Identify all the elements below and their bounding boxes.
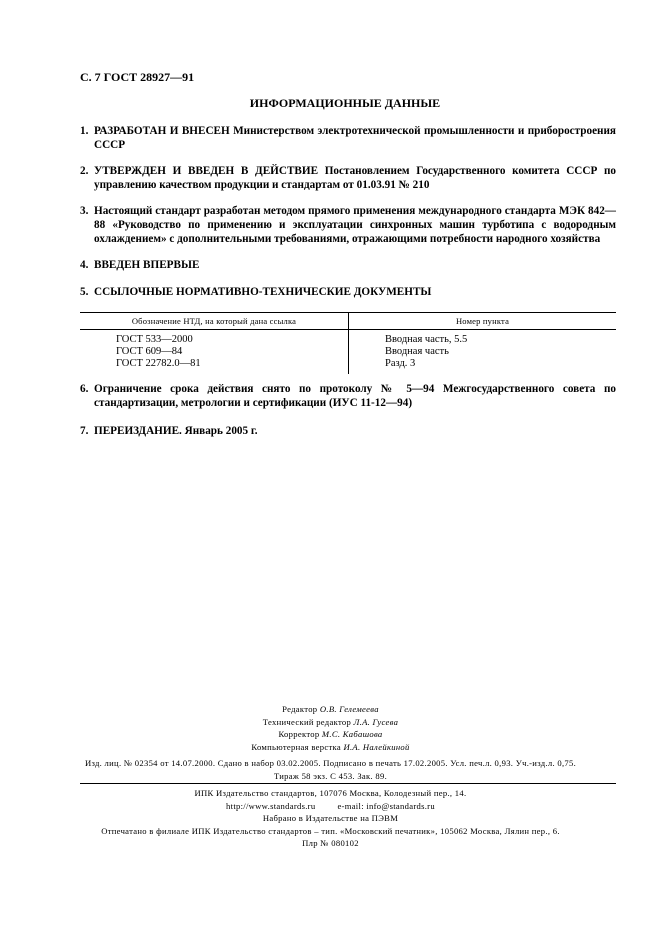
info-item-3 [80, 204, 616, 246]
item-number: 1. [80, 125, 89, 137]
info-item-1 [80, 124, 616, 152]
info-item-2 [80, 164, 616, 192]
item-number: 5. [80, 286, 89, 298]
publisher-url[interactable]: http://www.standards.ru [226, 800, 316, 811]
page-header: С. 7 ГОСТ 28927—91 [80, 70, 195, 84]
imprint-credits [0, 703, 661, 753]
print-details [0, 757, 661, 782]
table-header-clause: Номер пункта [349, 313, 617, 330]
table-cell-doc: ГОСТ 533—2000 [80, 330, 349, 347]
tech-editor-line: Технический редактор Л.А. Гусева [262, 716, 399, 727]
editor-line: Редактор О.В. Гелемеева [282, 704, 379, 714]
table-row [80, 330, 616, 347]
layout-line: Компьютерная верстка И.А. Налейкиной [251, 741, 410, 752]
table-cell-clause: Вводная часть [385, 346, 449, 357]
item-number: 7. [80, 425, 89, 437]
publisher-contacts [0, 800, 661, 813]
table-cell-clause: Вводная часть, 5.5 [385, 334, 468, 345]
item-lead: РАЗРАБОТАН И ВНЕСЕН [94, 125, 230, 137]
print-line-1: Изд. лиц. № 02354 от 14.07.2000. Сдано в набор 03.02.2005. Подписано в печать 17.02.2005. Усл. печ.л. 0,93. Уч.-изд.л. 0,75. [84, 758, 577, 768]
reference-table [80, 312, 616, 374]
item-lead: ВВЕДЕН ВПЕРВЫЕ [94, 259, 200, 271]
item-text: Январь 2005 г. [181, 425, 258, 437]
item-lead: ССЫЛОЧНЫЕ НОРМАТИВНО-ТЕХНИЧЕСКИЕ ДОКУМЕНТЫ [94, 286, 432, 298]
section-title: ИНФОРМАЦИОННЫЕ ДАННЫЕ [249, 96, 441, 110]
item-number: 2. [80, 165, 89, 177]
table-cell-clause: Разд. 3 [385, 358, 416, 369]
item-text: Настоящий стандарт разработан методом прямого применения международного стандарта МЭК 842—88 «Руководство по применению и эксплуатации синхронных машин турботипа с водородным охлаждением» с дополнительными требованиями, отражающими потребности народного хозяйства [94, 205, 616, 245]
publisher-line-3: Набрано в Издательстве на ПЭВМ [262, 813, 399, 823]
table-header-doc: Обозначение НТД, на который дана ссылка [80, 313, 349, 330]
item-text: Ограничение срока действия снято по протоколу № 5—94 Межгосударственного совета по стандартизации, метрологии и сертификации (ИУС 11-12—94) [94, 383, 616, 409]
info-item-5 [80, 285, 616, 299]
info-item-7 [80, 424, 616, 438]
item-number: 6. [80, 383, 89, 395]
table-row [80, 358, 616, 374]
table-row [80, 346, 616, 358]
publisher-email[interactable]: e-mail: info@standards.ru [337, 800, 435, 811]
publisher-info [0, 787, 661, 850]
item-text: Министерством электротехнической промышленности и приборостроения СССР [94, 125, 616, 151]
info-item-6 [80, 382, 616, 410]
print-line-2: Тираж 58 экз. С 453. Зак. 89. [273, 770, 388, 781]
info-item-4 [80, 258, 616, 272]
item-lead: ПЕРЕИЗДАНИЕ. [94, 425, 182, 437]
proofreader-line: Корректор М.С. Кабашова [278, 729, 383, 739]
item-text: Постановлением Государственного комитета СССР по управлению качеством продукции и стандартам от 01.03.91 № 210 [94, 165, 616, 191]
item-number: 4. [80, 259, 89, 271]
item-number: 3. [80, 205, 89, 217]
publisher-line-4: Отпечатано в филиале ИПК Издательство стандартов – тип. «Московский печатник», 105062 Москва, Лялин пер., 6. [101, 825, 560, 836]
table-cell-doc: ГОСТ 22782.0—81 [80, 358, 349, 374]
divider [80, 783, 616, 784]
publisher-line-1: ИПК Издательство стандартов, 107076 Москва, Колодезный пер., 14. [194, 788, 467, 798]
table-cell-doc: ГОСТ 609—84 [80, 346, 349, 358]
publisher-line-5: Плр № 080102 [302, 838, 359, 848]
item-lead: УТВЕРЖДЕН И ВВЕДЕН В ДЕЙСТВИЕ [94, 165, 319, 177]
